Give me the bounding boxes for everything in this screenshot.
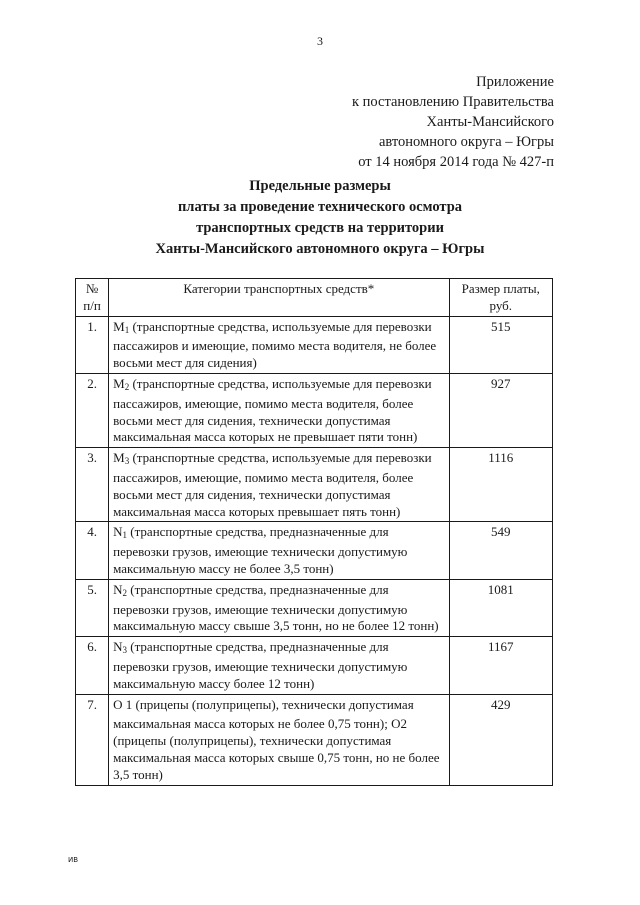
header-category: Категории транспортных средств* xyxy=(109,279,449,317)
title-line: платы за проведение технического осмотра xyxy=(177,199,463,215)
category-code: M xyxy=(113,375,125,391)
document-title xyxy=(0,176,640,260)
category-description: О 1 (прицепы (полуприцепы), технически допустимая максимальная масса которых не более 0,75 тонн); О2 (прицепы (полуприцепы), технически допустимая максимальная масса которых свыше 0,75 тонн, но не более 3,5 тонн) xyxy=(113,696,440,782)
table-row xyxy=(76,316,553,373)
category-code: M xyxy=(113,450,125,466)
title-line: Ханты-Мансийского автономного округа – Югры xyxy=(155,241,485,257)
row-category xyxy=(109,637,449,694)
table-row xyxy=(76,522,553,579)
category-code: M xyxy=(113,318,125,334)
table-row xyxy=(76,637,553,694)
appendix-line: от 14 ноября 2014 года № 427-п xyxy=(358,154,554,170)
category-code-subscript: 1 xyxy=(124,324,130,335)
row-category xyxy=(109,448,449,522)
row-fee: 1081 xyxy=(449,579,552,636)
row-number: 5. xyxy=(76,579,109,636)
table-row xyxy=(76,694,553,785)
row-number: 7. xyxy=(76,694,109,785)
row-category xyxy=(109,579,449,636)
category-code-subscript: 3 xyxy=(122,645,128,656)
appendix-line: к постановлению Правительства xyxy=(352,94,554,110)
category-description: (транспортные средства, предназначенные для перевозки грузов, имеющие технически допустимую максимальную массу более 12 тонн) xyxy=(113,639,408,691)
footer-mark: ИВ xyxy=(68,856,79,864)
category-description: (транспортные средства, используемые для перевозки пассажиров и имеющие, помимо места водителя, не более восьми мест для сидения) xyxy=(113,318,437,371)
category-code-subscript: 2 xyxy=(124,381,130,392)
row-category xyxy=(109,694,449,785)
row-fee: 549 xyxy=(449,522,552,579)
fee-table xyxy=(75,278,553,786)
header-number: № п/п xyxy=(76,279,109,317)
row-fee: 429 xyxy=(449,694,552,785)
category-code: N xyxy=(113,524,123,540)
row-fee: 515 xyxy=(449,316,552,373)
table-row xyxy=(76,448,553,522)
row-fee: 1116 xyxy=(449,448,552,522)
category-code-subscript: 3 xyxy=(124,456,130,467)
category-code-subscript: 1 xyxy=(122,530,128,541)
row-number: 6. xyxy=(76,637,109,694)
row-fee: 927 xyxy=(449,373,552,447)
row-number: 4. xyxy=(76,522,109,579)
header-fee: Размер платы, руб. xyxy=(449,279,552,317)
category-code-subscript: 2 xyxy=(122,587,128,598)
appendix-block xyxy=(352,72,554,172)
table-row xyxy=(76,373,553,447)
row-category xyxy=(109,316,449,373)
table-row xyxy=(76,579,553,636)
page-number: 3 xyxy=(317,34,323,48)
row-category xyxy=(109,373,449,447)
row-number: 3. xyxy=(76,448,109,522)
row-fee: 1167 xyxy=(449,637,552,694)
category-description: (транспортные средства, используемые для перевозки пассажиров, имеющие, помимо места водителя, более восьми мест для сидения, технически допустимая максимальная масса которых превышает пять тонн) xyxy=(113,450,432,519)
appendix-line: автономного округа – Югры xyxy=(378,134,554,150)
title-line: транспортных средств на территории xyxy=(196,220,444,236)
table-header-row xyxy=(76,279,553,317)
appendix-line: Ханты-Мансийского xyxy=(426,114,554,130)
category-description: (транспортные средства, используемые для перевозки пассажиров, имеющие, помимо места водителя, более восьми мест для сидения, технически допустимая максимальная масса которых не превышает пяти тонн) xyxy=(113,375,432,445)
category-description: (транспортные средства, предназначенные для перевозки грузов, имеющие технически допустимую максимальную массу не более 3,5 тонн) xyxy=(113,524,408,576)
title-line: Предельные размеры xyxy=(249,178,391,194)
row-number: 2. xyxy=(76,373,109,447)
category-description: (транспортные средства, предназначенные для перевозки грузов, имеющие технически допустимую максимальную массу свыше 3,5 тонн, но не более 12 тонн) xyxy=(113,581,439,634)
row-number: 1. xyxy=(76,316,109,373)
appendix-line: Приложение xyxy=(476,74,554,90)
category-code: N xyxy=(113,639,123,655)
row-category xyxy=(109,522,449,579)
category-code: N xyxy=(113,581,123,597)
